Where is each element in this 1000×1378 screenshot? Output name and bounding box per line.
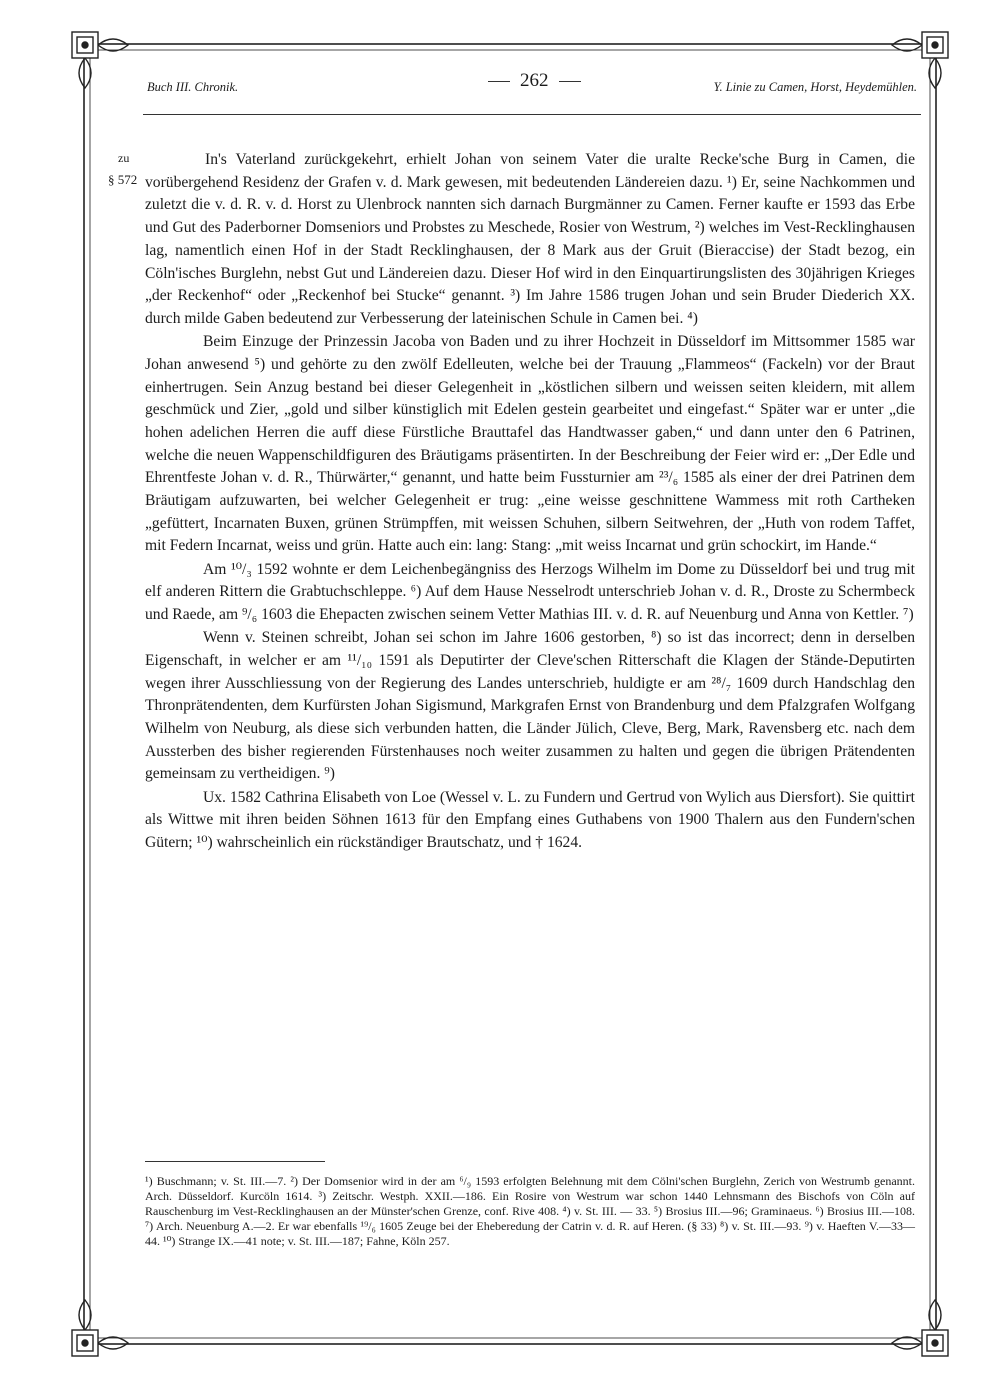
corner-ornament-top-left (72, 32, 128, 88)
corner-ornament-bottom-left (72, 1300, 128, 1356)
paragraph-1: In's Vaterland zurückgekehrt, erhielt Johan von seinem Vater die uralte Recke'sche Burg in Camen, die vorübergehend Residenz der Grafen v. d. Mark gewesen, mit bedeutenden Ländereien dazu. ¹) Er, seine Nachkommen und zuletzt die v. d. R. v. d. Horst zu Ulenbrock nannten sich darnach Burgmänner zu Camen. Ferner kaufte er 1593 das Erbe und Gut des Paderborner Domseniors und Probstes zu Meschede, Rosier von Westrum, ²) welches im Vest-Recklinghausen lag, namentlich einen Hof in der Stadt Recklinghausen, der 8 Mark aus der Gruit (Bieraccise) der Stadt bezog, ein Cöln'isches Burglehn, nebst Gut und Ländereien dazu. Dieser Hof wird in den Einquartirungslisten des 30jährigen Krieges „der Reckenhof“ oder „Reckenhof bei Stucke“ genannt. ³) Im Jahre 1586 trugen Johan und sein Bruder Diederich XX. durch milde Gaben bedeutend zur Verbesserung der lateinischen Schule in Camen bei. ⁴) (145, 151, 915, 327)
footnotes (145, 1174, 915, 1249)
main-text (145, 149, 915, 855)
footnote-text: ¹) Buschmann; v. St. III.—7. ²) Der Domsenior wird in der am ⁶/₉ 1593 erfolgten Belehnung mit dem Cölni'schen Burglehn, Zerich von Westrumb genannt. Arch. Düsseldorf. Kurcöln 1614. ³) Zeitschr. Westph. XXII.—186. Ein Rosire von Westrum war schon 1440 Lehnsmann des Bischofs von Cöln auf Rauschenburg im Vest-Recklinghausen an der Münster'schen Grenze, conf. Rive 408. ⁴) v. St. III. — 33. ⁵) Brosius III.—96; Graminaeus. ⁶) Brosius III.—108. ⁷) Arch. Neuenburg A.—2. Er war ebenfalls ¹⁹/₆ 1605 Zeuge bei der Eheberedung der Catrin v. d. R. auf Heren. (§ 33) ⁸) v. St. III.—93. ⁹) v. Haeften V.—33—44. ¹⁰) Strange IX.—41 note; v. St. III.—187; Fahne, Köln 257. (145, 1174, 915, 1248)
running-header (143, 70, 921, 100)
paragraph-4: Wenn v. Steinen schreibt, Johan sei schon im Jahre 1606 gestorben, ⁸) so ist das incorrect; denn in derselben Eigenschaft, in welcher er am ¹¹/₁₀ 1591 als Deputirter der Cleve'schen Ritterschaft die Klagen der Stände-Deputirten wegen ihrer Ausschliessung von der Regierung des Landes unterschrieb, huldigte er am ²⁸/₇ 1609 durch Handschlag den Thronprätendenten, dem Kurfürsten Johan Sigismund, Markgrafen Ernst von Brandenburg und dem Pfalzgrafen Wolfgang Wilhelm von Neuburg, als diese sich verbunden hatten, die Länder Jülich, Cleve, Berg, Mark, Ravensberg etc. nach dem Aussterben des bisher regierenden Fürstenhauses noch weiter zusammen zu halten und gegen die übrigen Prätendenten gemeinsam zu vertheidigen. ⁹) (145, 629, 915, 783)
page-number: 262 (478, 70, 591, 92)
corner-ornament-bottom-right (892, 1300, 948, 1356)
margin-note-zu: zu (118, 151, 130, 165)
margin-note-section: § 572 (108, 172, 138, 187)
header-right-title: Y. Linie zu Camen, Horst, Heydemühlen. (713, 80, 917, 94)
footnote-rule (145, 1161, 325, 1162)
paragraph-3: Am ¹⁰/₃ 1592 wohnte er dem Leichenbegängniss des Herzogs Wilhelm im Dome zu Düsseldorf bei und trug mit elf anderen Rittern die Grabtuchschleppe. ⁶) Auf dem Hause Nesselrodt unterschrieb Johan v. d. R., Droste zu Schermbeck und Raede, am ⁹/₆ 1603 die Ehepacten zwischen seinem Vetter Mathias III. v. d. R. auf Neuenburg und Anna von Kettler. ⁷) (145, 560, 915, 624)
paragraph-5: Ux. 1582 Cathrina Elisabeth von Loe (Wessel v. L. zu Fundern und Gertrud von Wylich aus Diersfort). Sie quittirt als Wittwe mit ihren beiden Söhnen 1613 für den Empfang eines Guthabens von 1900 Thalern aus den Fundern'schen Gütern; ¹⁰) wahrscheinlich ein rückständiger Brautschatz, und † 1624. (145, 788, 915, 852)
header-rule (143, 114, 921, 115)
paragraph-2: Beim Einzuge der Prinzessin Jacoba von Baden und zu ihrer Hochzeit in Düsseldorf im Mittsommer 1585 war Johan anwesend ⁵) und gehörte zu den zwölf Edelleuten, welche bei der Trauung „Flammeos“ (Fackeln) vor der Braut einhertrugen. Sein Anzug bestand bei dieser Gelegenheit in „köstlichen silbern und weissen seiten kleidern, mit allem geschmück und Zier, „gold und silber künstiglich mit Edelen gestein gearbeitet und eingefast.“ Später war er unter „die hohen adelichen Herren die auff diese Fürstliche Brauttafel das Handtwasser gaben,“ und dann unter den 6 Patrinen, welche die neuen Wappenschildfiguren des Bräutigams präsentirten. In der Beschreibung der Feier wird er: „Der Edle und Ehrentfeste Johan v. d. R., Thürwärter,“ genannt, und hatte beim Fussturnier am ²³/₆ 1585 als einer der drei Patrinen dem Bräutigam aufzuwarten, bei welcher Gelegenheit er trug: „eine weisse geschnittene Wammess mit roth Cartheken „gefüttert, Incarnaten Buxen, grünen Strümpffen, mit weissen Schuhen, silbern Seitwehren, der „Huth von rodem Taffet, mit Federn Incarnat, weiss und grün. Hatte auch ein: lang: Stang: „mit weiss Incarnat und grün schockirt, im Hande.“ (145, 333, 915, 555)
header-left-title: Buch III. Chronik. (147, 80, 239, 94)
